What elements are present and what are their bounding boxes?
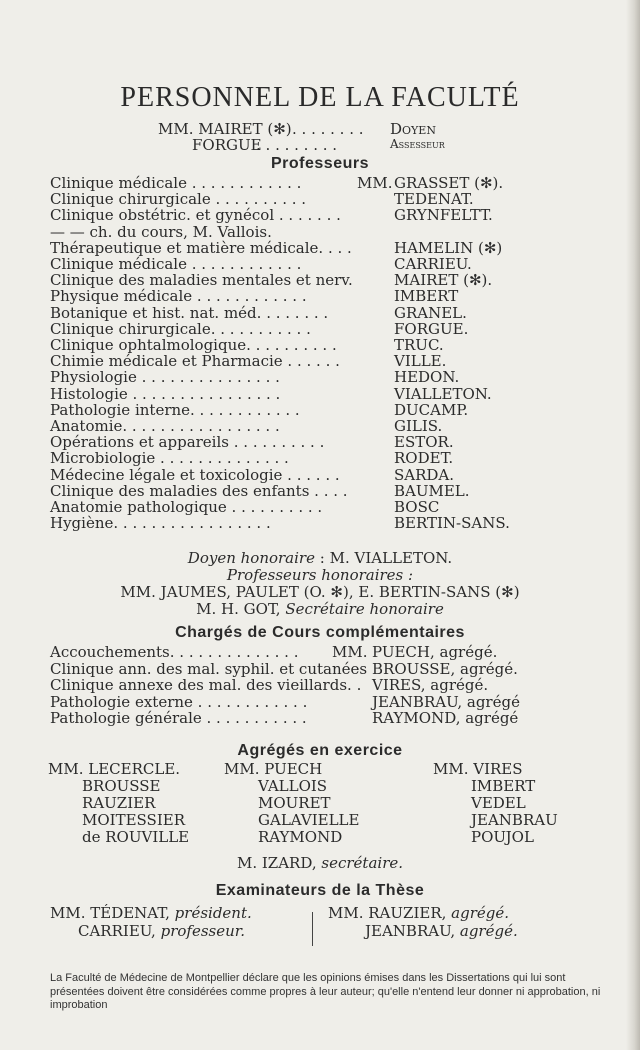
examiner-name: CARRIEU,	[78, 922, 156, 940]
agreges-column-3	[433, 761, 558, 846]
secretary-label: secrétaire.	[321, 854, 404, 872]
subject-label: — — ch. du cours, M. Vallois.	[50, 222, 272, 241]
examiner-name: MM. TÉDENAT,	[50, 904, 170, 922]
examiner-name: MM. RAUZIER,	[328, 904, 447, 922]
officer-name: FORGUE	[192, 136, 262, 154]
subject-label: Clinique chirurgicale. . . . . . . . . . .	[50, 319, 311, 338]
agrege-name: de ROUVILLE	[82, 828, 190, 846]
examiners-divider	[312, 912, 313, 946]
officer-dots: . . . . . . . .	[292, 120, 364, 138]
subject-label: Chimie médicale et Pharmacie . . . . . .	[50, 352, 340, 371]
agrege-name: MOITESSIER	[82, 811, 185, 829]
honorary-dean-line	[0, 549, 640, 567]
officer-dots: . . . . . . . . .	[256, 136, 338, 154]
charges-mm: MM.	[332, 643, 368, 661]
officer-name: MM. MAIRET (✻)	[158, 120, 292, 138]
person-name: HEDON.	[394, 368, 460, 387]
officer-role-assessor: Assesseur	[390, 137, 445, 151]
agrege-name: VEDEL	[471, 794, 526, 812]
agrege-name: MM. PUECH	[224, 760, 323, 778]
subject-label: Clinique médicale . . . . . . . . . . . .	[50, 255, 302, 273]
subject-label: Anatomie. . . . . . . . . . . . . . . . .	[50, 417, 280, 435]
page-title: PERSONNEL DE LA FACULTÉ	[120, 82, 520, 113]
section-heading-agreges: Agrégés en exercice	[237, 742, 403, 759]
agrege-name: POUJOL	[471, 828, 534, 846]
examiner-role: président.	[174, 904, 252, 922]
examiner-name: JEANBRAU,	[365, 922, 456, 940]
subject-label: Clinique chirurgicale . . . . . . . . . .	[50, 190, 307, 209]
subject-label: Opérations et appareils . . . . . . . . . .	[50, 433, 325, 452]
subject-label: Physiologie . . . . . . . . . . . . . . .	[50, 368, 280, 387]
secretary-name: M. IZARD,	[236, 854, 317, 872]
subject-label: Pathologie interne. . . . . . . . . . . .	[50, 400, 300, 419]
examiner-row	[50, 904, 252, 922]
person-name: GRYNFELTT.	[394, 206, 493, 225]
subject-label: Pathologie générale . . . . . . . . . . .	[50, 709, 307, 727]
person-name: GRANEL.	[394, 303, 467, 322]
subject-label: Thérapeutique et matière médicale. . . .	[50, 238, 352, 257]
subject-label: Accouchements. . . . . . . . . . . . . .	[50, 643, 299, 661]
honorary-professors-label: Professeurs honoraires :	[226, 566, 414, 584]
subject-label: Hygiène. . . . . . . . . . . . . . . . .	[50, 514, 271, 533]
person-name: RODET.	[394, 449, 454, 468]
person-name: DUCAMP.	[394, 400, 469, 419]
agrege-name: VALLOIS	[258, 777, 328, 795]
person-name: SARDA.	[394, 465, 455, 484]
agrege-name: IMBERT	[471, 777, 536, 795]
professors-mm: MM.	[357, 174, 393, 192]
examiners-right	[328, 904, 518, 940]
subject-label: Clinique des maladies des enfants . . . .	[50, 481, 348, 500]
examiner-role: agrégé.	[451, 904, 510, 922]
subject-label: Botanique et hist. nat. méd. . . . . . . .	[50, 303, 329, 322]
examiners-left	[50, 904, 252, 940]
subject-label: Microbiologie . . . . . . . . . . . . . .	[50, 449, 289, 468]
honorary-professors-names: MM. JAUMES, PAULET (O. ✻), E. BERTIN-SANS (✻)	[120, 583, 520, 601]
person-name: VIALLETON.	[394, 384, 492, 403]
subject-label: Clinique ophtalmologique. . . . . . . . . .	[50, 336, 337, 354]
person-name: VIRES, agrégé.	[372, 676, 489, 694]
agrege-name: MM. VIRES	[433, 760, 523, 778]
subject-label: Physique médicale . . . . . . . . . . . .	[50, 287, 307, 306]
examiner-row	[50, 922, 252, 940]
footnote: La Faculté de Médecine de Montpellier déclare que les opinions émises dans les Dissertations qui lui sont présentées doivent être considérées comme propres à leur auteur; qu'elle n'entend leur donner ni approbation, ni improbation	[50, 972, 601, 1011]
agrege-name: MM. LECERCLE.	[48, 760, 181, 778]
honorary-secretary-label: Secrétaire honoraire	[285, 600, 444, 618]
subject-label: Clinique ann. des mal. syphil. et cutanées	[50, 659, 368, 678]
subject-label: Clinique médicale . . . . . . . . . . . .	[50, 174, 302, 192]
examiner-role: agrégé.	[459, 922, 518, 940]
agrege-name: BROUSSE	[82, 777, 161, 795]
person-name: VILLE.	[394, 352, 447, 371]
person-name: ESTOR.	[394, 433, 454, 452]
section-heading-examiners: Examinateurs de la Thèse	[215, 882, 425, 899]
person-name: TRUC.	[394, 336, 444, 354]
person-name: CARRIEU.	[394, 255, 472, 273]
person-name: GRASSET (✻).	[394, 174, 504, 192]
officer-role-dean: Doyen	[390, 120, 436, 138]
honorary-dean-name: : M. VIALLETON.	[319, 549, 453, 567]
section-heading-charges: Chargés de Cours complémentaires	[175, 624, 465, 641]
person-name: HAMELIN (✻)	[394, 238, 503, 257]
person-name: BERTIN-SANS.	[394, 514, 510, 533]
person-name: GILIS.	[394, 417, 443, 435]
section-heading-professors: Professeurs	[271, 155, 369, 172]
person-name: MAIRET (✻).	[394, 271, 493, 290]
subject-label: Pathologie externe . . . . . . . . . . . .	[50, 692, 308, 711]
agreges-column-1	[48, 761, 189, 846]
subject-label: Clinique des maladies mentales et nerv.	[50, 271, 353, 290]
subject-label: Clinique obstétric. et gynécol . . . . . . .	[50, 206, 341, 225]
person-name: PUECH, agrégé.	[372, 643, 498, 661]
examiner-row	[328, 922, 518, 940]
agrege-name: MOURET	[258, 794, 331, 812]
person-name: JEANBRAU, agrégé	[372, 692, 520, 711]
honorary-secretary-name: M. H. GOT,	[196, 600, 281, 618]
officer-row-assessor	[192, 136, 338, 154]
person-name: BAUMEL.	[394, 481, 470, 500]
person-name: BOSC	[394, 498, 440, 516]
agrege-name: JEANBRAU	[471, 811, 558, 829]
person-name: IMBERT	[394, 287, 459, 306]
agrege-name: RAYMOND	[258, 828, 343, 846]
honorary-secretary-line	[0, 600, 640, 618]
agrege-name: GALAVIELLE	[258, 811, 360, 829]
person-name: TEDENAT.	[394, 190, 474, 209]
honorary-dean-label: Doyen honoraire	[187, 549, 315, 567]
person-name: RAYMOND, agrégé	[372, 709, 519, 727]
agreges-column-2	[224, 761, 359, 846]
subject-label: Anatomie pathologique . . . . . . . . . .	[50, 498, 323, 516]
examiner-role: professeur.	[160, 922, 246, 940]
secretary-line	[0, 854, 640, 872]
subject-label: Médecine légale et toxicologie . . . . . .	[50, 465, 340, 484]
person-name: BROUSSE, agrégé.	[372, 659, 518, 678]
person-name: FORGUE.	[394, 319, 469, 338]
agrege-name: RAUZIER	[82, 794, 156, 812]
subject-label: Histologie . . . . . . . . . . . . . . . .	[50, 384, 281, 403]
examiner-row	[328, 904, 518, 922]
subject-label: Clinique annexe des mal. des vieillards. .	[50, 676, 362, 694]
